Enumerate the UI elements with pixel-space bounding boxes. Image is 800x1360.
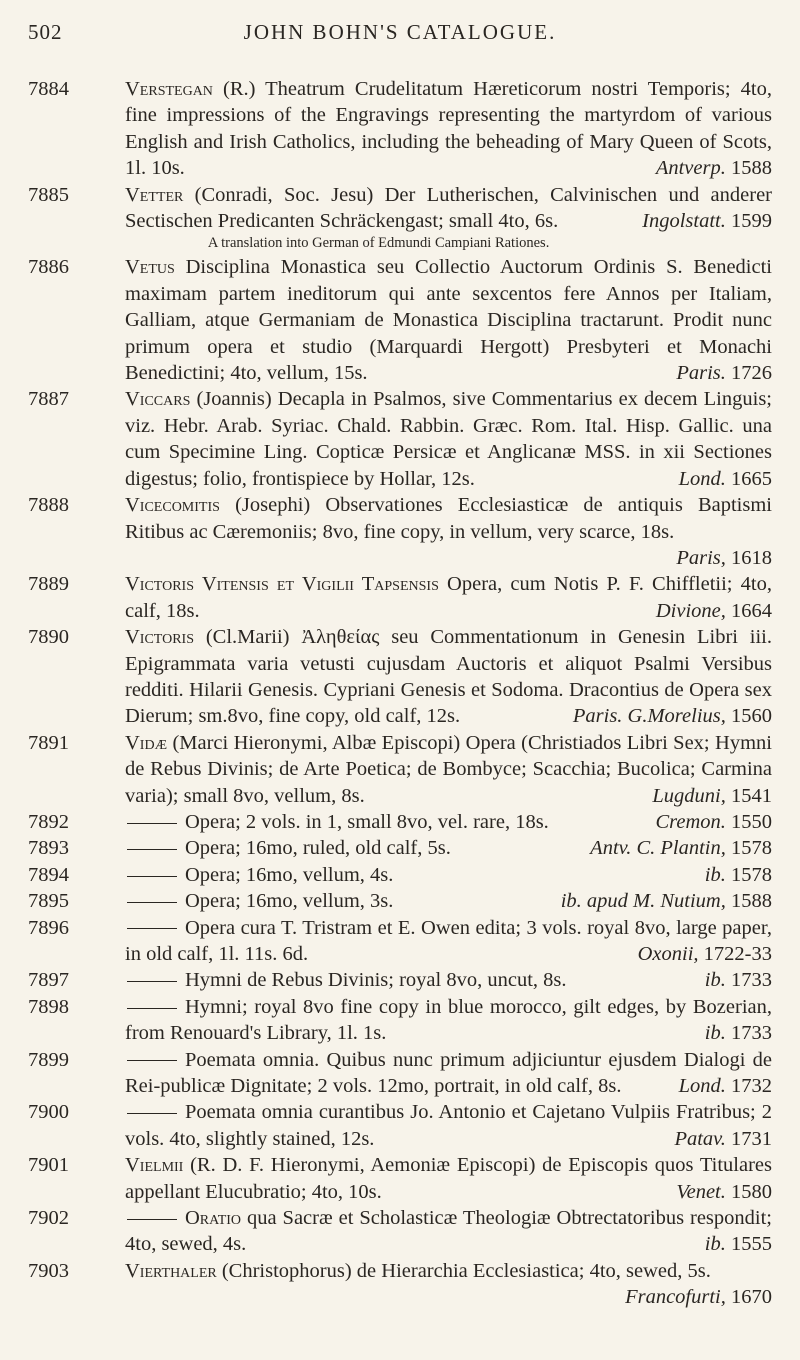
entry-imprint (615, 1284, 772, 1310)
entry-description: Opera, cum Notis P. F. Chiffletii; 4to, calf, 18s. (125, 573, 773, 622)
entry-description: qua Sacræ et Scholasticæ Theologiæ Obtrectatoribus respondit; 4to, sewed, 4s. (125, 1207, 772, 1256)
catalogue-entry (28, 915, 772, 968)
imprint-place: ib. (704, 969, 726, 992)
entry-body (125, 254, 772, 386)
entry-body (125, 809, 772, 835)
imprint-date: 1588 (731, 890, 772, 913)
entry-description: Opera; 16mo, ruled, old calf, 5s. (185, 837, 451, 860)
entry-imprint (646, 598, 772, 624)
entry-number: 7897 (28, 969, 69, 992)
ditto-dash (127, 876, 177, 877)
imprint-date: 1560 (731, 705, 772, 728)
imprint-place: ib. (704, 1233, 726, 1256)
catalogue-entry (28, 254, 772, 386)
running-title: JOHN BOHN'S CATALOGUE. (243, 20, 557, 44)
imprint-date: 1731 (731, 1127, 772, 1150)
catalogue-entry (28, 967, 772, 993)
entry-description: Opera cura T. Tristram et E. Owen edita; 3 vols. royal 8vo, large paper, in old calf, 1l. 11s. 6d. (125, 916, 772, 965)
entry-imprint (642, 783, 772, 809)
imprint-date: 1726 (731, 362, 772, 385)
entry-number: 7902 (28, 1207, 69, 1230)
entry-number: 7900 (28, 1101, 69, 1124)
imprint-place: ib. (704, 1022, 726, 1045)
entry-imprint (666, 1179, 772, 1205)
entry-number: 7888 (28, 494, 69, 517)
catalogue-entry (28, 730, 772, 809)
entry-imprint (632, 208, 772, 234)
entry-body (125, 1099, 772, 1152)
entry-author: Verstegan (125, 78, 213, 100)
ditto-dash (127, 902, 177, 903)
entry-author: Victoris Vitensis et Vigilii Tapsensis (125, 573, 439, 596)
ditto-dash (127, 928, 177, 929)
entry-body (125, 915, 772, 968)
imprint-place: Divione, (655, 599, 726, 622)
entry-description: Poemata omnia. Quibus nunc primum adjiciuntur ejusdem Dialogi de Rei-publicæ Dignitate; 2 vols. 12mo, portrait, in old calf, 8s. (125, 1048, 772, 1098)
entry-number: 7896 (28, 916, 69, 939)
catalogue-entries (28, 76, 772, 1311)
imprint-date: 1722-33 (703, 943, 772, 965)
imprint-place: Paris. G.Morelius, (572, 705, 726, 728)
entry-author: Vetter (125, 183, 184, 206)
imprint-place: Francofurti, (625, 1286, 726, 1309)
imprint-place: Paris, (676, 546, 726, 569)
entry-body (125, 730, 772, 809)
catalogue-entry (28, 1205, 772, 1258)
entry-body (125, 1047, 772, 1100)
entry-number: 7884 (28, 78, 69, 100)
imprint-date: 1732 (731, 1075, 772, 1098)
page-header (28, 20, 772, 54)
entry-description: (Cl.Marii) Ἀληθείας seu Commentationum in Genesin Libri iii. Epigrammata varia vetusti cujusdam Auctoris et aliquot Psalmi Versibus redditi. Hilarii Genesis. Cypriani Genesis et Sodoma. Dracontius de Opera sex Dierum; sm.8vo, fine copy, old calf, 12s. (125, 626, 772, 728)
entry-description: (Conradi, Soc. Jesu) Der Lutherischen, Calvinischen und anderer Sectischen Predicanten Schräckengast; small 4to, 6s. (125, 183, 772, 233)
entry-number: 7886 (28, 256, 69, 279)
entry-body (125, 182, 772, 235)
entry-description: Opera; 16mo, vellum, 4s. (185, 863, 394, 886)
entry-imprint (666, 360, 772, 386)
entry-body (125, 835, 772, 861)
entry-body (125, 386, 772, 492)
entry-author: Vierthaler (125, 1259, 217, 1282)
entry-body (125, 1258, 772, 1311)
entry-description: Hymni de Rebus Divinis; royal 8vo, uncut, 8s. (185, 969, 567, 992)
ditto-dash (127, 981, 177, 982)
imprint-place: Venet. (676, 1180, 726, 1203)
ditto-dash (127, 1113, 177, 1114)
entry-number: 7889 (28, 573, 69, 596)
imprint-date: 1541 (731, 784, 772, 807)
entry-body (125, 967, 772, 993)
entry-note: A translation into German of Edmundi Campiani Rationes. (207, 235, 550, 252)
entry-number: 7885 (28, 183, 69, 206)
ditto-dash (127, 823, 177, 824)
catalogue-entry (28, 1099, 772, 1152)
imprint-date: 1580 (731, 1180, 772, 1203)
entry-description: Opera; 16mo, vellum, 3s. (185, 890, 394, 913)
imprint-place: ib. apud M. Nutium, (560, 890, 726, 913)
imprint-date: 1555 (731, 1233, 772, 1256)
imprint-date: 1618 (731, 546, 772, 569)
entry-body (125, 994, 772, 1047)
entry-number: 7895 (28, 890, 69, 913)
entry-description: Hymni; royal 8vo fine copy in blue morocco, gilt edges, by Bozerian, from Renouard's Library, 1l. 1s. (125, 995, 772, 1045)
imprint-place: Lugduni, (652, 784, 726, 807)
entry-author: Vetus (125, 256, 175, 279)
catalogue-entry (28, 809, 772, 835)
entry-imprint (628, 941, 772, 967)
entry-imprint (669, 466, 772, 492)
entry-imprint (551, 888, 772, 914)
entry-number: 7894 (28, 863, 69, 886)
entry-body (125, 1152, 772, 1205)
entry-imprint (580, 835, 772, 861)
ditto-dash (127, 1008, 177, 1009)
entry-imprint (645, 809, 772, 835)
imprint-date: 1550 (731, 810, 772, 833)
entry-imprint (646, 155, 772, 181)
imprint-place: Lond. (678, 1075, 726, 1098)
catalogue-entry (28, 492, 772, 571)
entry-description: Disciplina Monastica seu Collectio Auctorum Ordinis S. Benedicti maximam partem ineditorum qui ante sexcentos fere Annos per Italiam, Galliam, atque Germaniam de Monastica Disciplina tractarunt. Prodit nunc primum opera et studio (Marquardi Hergott) Presbyteri et Monachi Benedictini; 4to, vellum, 15s. (125, 256, 772, 385)
imprint-date: 1578 (731, 863, 772, 886)
imprint-place: Antv. C. Plantin, (590, 837, 726, 860)
imprint-place: Oxonii, (637, 943, 699, 965)
entry-body (125, 571, 772, 624)
entry-imprint (695, 1231, 772, 1257)
imprint-place: Ingolstatt. (642, 210, 726, 233)
entry-description: (R. D. F. Hieronymi, Aemoniæ Episcopi) de Episcopis quos Titulares appellant Elucubratio; 4to, 10s. (125, 1154, 772, 1203)
entry-imprint (666, 545, 772, 571)
entry-imprint (669, 1073, 772, 1099)
imprint-date: 1588 (731, 157, 772, 180)
catalogue-entry (28, 571, 772, 624)
imprint-date: 1665 (731, 467, 772, 490)
catalogue-entry (28, 624, 772, 730)
entry-author: Vidæ (125, 731, 168, 754)
entry-author: Viccars (125, 388, 191, 411)
entry-number: 7892 (28, 810, 69, 833)
entry-number: 7903 (28, 1259, 69, 1282)
imprint-date: 1733 (731, 1022, 772, 1045)
catalogue-entry (28, 888, 772, 914)
entry-description: (Josephi) Observationes Ecclesiasticæ de antiquis Baptismi Ritibus ac Cæremoniis; 8vo, fine copy, in vellum, very scarce, 18s. (125, 494, 772, 543)
catalogue-entry (28, 1047, 772, 1100)
entry-number: 7901 (28, 1154, 69, 1177)
entry-body (125, 862, 772, 888)
entry-imprint (563, 703, 772, 729)
entry-description: (Joannis) Decapla in Psalmos, sive Commentarius ex decem Linguis; viz. Hebr. Arab. Syriac. Chald. Rabbin. Græc. Rom. Ital. Hisp. Gallic. una cum Specimine Ling. Copticæ Persicæ et Anglicanæ MSS. in xii Sectiones digestus; folio, frontispiece by Hollar, 12s. (125, 388, 772, 490)
imprint-place: Lond. (678, 467, 726, 490)
entry-description: (Marci Hieronymi, Albæ Episcopi) Opera (Christiados Libri Sex; Hymni de Rebus Divinis; de Arte Poetica; de Bombyce; Scacchia; Bucolica; Carmina varia); small 8vo, vellum, 8s. (125, 731, 772, 807)
entry-description: Opera; 2 vols. in 1, small 8vo, vel. rare, 18s. (185, 810, 549, 833)
entry-body (125, 624, 772, 730)
entry-imprint (695, 1020, 772, 1046)
entry-author: Victoris (125, 626, 194, 649)
imprint-place: Patav. (674, 1127, 726, 1150)
catalogue-entry (28, 1152, 772, 1205)
entry-description: (Christophorus) de Hierarchia Ecclesiastica; 4to, sewed, 5s. (216, 1259, 711, 1282)
imprint-date: 1670 (731, 1286, 772, 1309)
entry-number: 7887 (28, 388, 69, 411)
entry-author: Oratio (185, 1207, 242, 1230)
entry-description: (R.) Theatrum Crudelitatum Hæreticorum nostri Temporis; 4to, fine impressions of the Engravings representing the martyrdom of various English and Irish Catholics, including the beheading of Mary Queen of Scots, 1l. 10s. (125, 78, 772, 180)
entry-body (125, 1205, 772, 1258)
ditto-dash (127, 1060, 177, 1061)
imprint-date: 1599 (731, 210, 772, 233)
entry-number: 7891 (28, 731, 69, 754)
entry-author: Vicecomitis (125, 494, 220, 517)
imprint-date: 1733 (731, 969, 772, 992)
imprint-place: ib. (704, 863, 726, 886)
catalogue-entry (28, 994, 772, 1047)
entry-imprint (664, 1126, 772, 1152)
ditto-dash (127, 1219, 177, 1220)
imprint-place: Cremon. (655, 810, 726, 833)
imprint-date: 1664 (731, 599, 772, 622)
catalogue-entry (28, 182, 772, 235)
imprint-place: Paris. (676, 362, 726, 385)
entry-number: 7898 (28, 995, 69, 1018)
entry-body (125, 76, 772, 182)
imprint-date: 1578 (731, 837, 772, 860)
catalogue-entry (28, 386, 772, 492)
entry-number: 7893 (28, 837, 69, 860)
catalogue-entry (28, 1258, 772, 1311)
entry-imprint (695, 967, 772, 993)
entry-number: 7890 (28, 626, 69, 649)
imprint-place: Antverp. (655, 157, 726, 180)
ditto-dash (127, 849, 177, 850)
entry-body (125, 492, 772, 571)
catalogue-entry (28, 862, 772, 888)
entry-number: 7899 (28, 1048, 69, 1071)
entry-description: Poemata omnia curantibus Jo. Antonio et Cajetano Vulpiis Fratribus; 2 vols. 4to, slightly stained, 12s. (125, 1101, 772, 1150)
catalogue-entry (28, 835, 772, 861)
entry-imprint (695, 862, 772, 888)
entry-author: Vielmii (125, 1154, 184, 1177)
page-number: 502 (28, 20, 63, 44)
catalogue-entry (28, 76, 772, 182)
entry-body (125, 888, 772, 914)
